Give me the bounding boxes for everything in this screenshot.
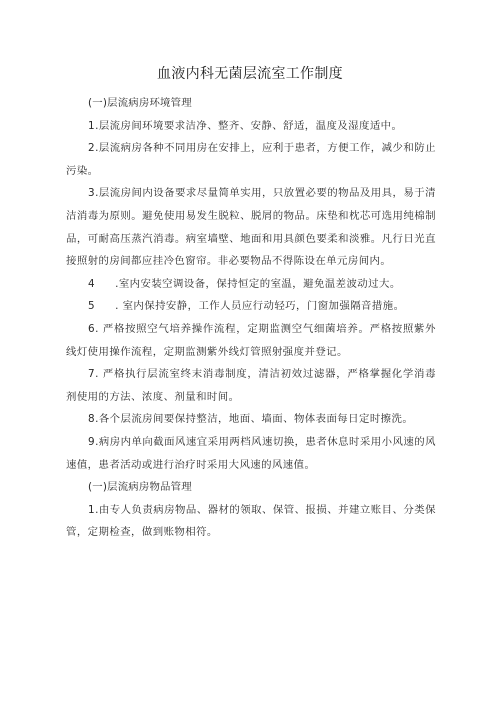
list-item: 3.层流房间内设备要求尽量简单实用，只放置必要的物品及用具，易于清洁消毒为原则。避免使用易发生脱粒、脱屑的物品。床垫和枕芯可选用纯棉制品，可耐高压蒸汽消毒。病室墙壁、地面和用具颜色要柔和淡雅。凡行日光直接照射的房间都应挂冷色窗帘。非必要物品不得陈设在单元房间内。 <box>66 187 436 268</box>
section-heading-environment: (一)层流病房环境管理 <box>88 97 192 109</box>
list-item: 4 .室内安装空调设备，保持恒定的室温，避免温差波动过大。 <box>88 277 401 290</box>
list-item: 7. 严格执行层流室终末消毒制度，清洁初效过滤器，严格掌握化学消毒剂使用的方法、浓度、剂量和时间。 <box>66 368 436 403</box>
list-item: 2.层流病房各种不同用房在安排上，应利于患者，方便工作，减少和防止污染。 <box>66 142 436 177</box>
list-item: 1.由专人负责病房物品、器材的领取、保管、报损、并建立账目、分类保管，定期检查，做到账物相符。 <box>66 503 436 539</box>
document-title: 血液内科无菌层流室工作制度 <box>157 66 343 82</box>
list-item: 6. 严格按照空气培养操作流程，定期监测空气细菌培养。严格按照紫外线灯使用操作流程，定期监测紫外线灯管照射强度并登记。 <box>66 322 436 358</box>
section-heading-supplies: (一)层流病房物品管理 <box>88 481 192 494</box>
list-item: 1.层流房间环境要求洁净、整齐、安静、舒适，温度及湿度适中。 <box>88 119 403 132</box>
list-item: 8.各个层流房间要保持整洁，地面、墙面、物体表面每日定时擦洗。 <box>88 413 414 426</box>
document-body <box>66 92 436 544</box>
list-item: 5 . 室内保持安静，工作人员应行动轻巧，门窗加强隔音措施。 <box>88 300 405 313</box>
list-item: 9.病房内单向截面风速宜采用两档风速切换，患者休息时采用小风速的风速值，患者活动或进行治疗时采用大风速的风速值。 <box>66 435 436 471</box>
